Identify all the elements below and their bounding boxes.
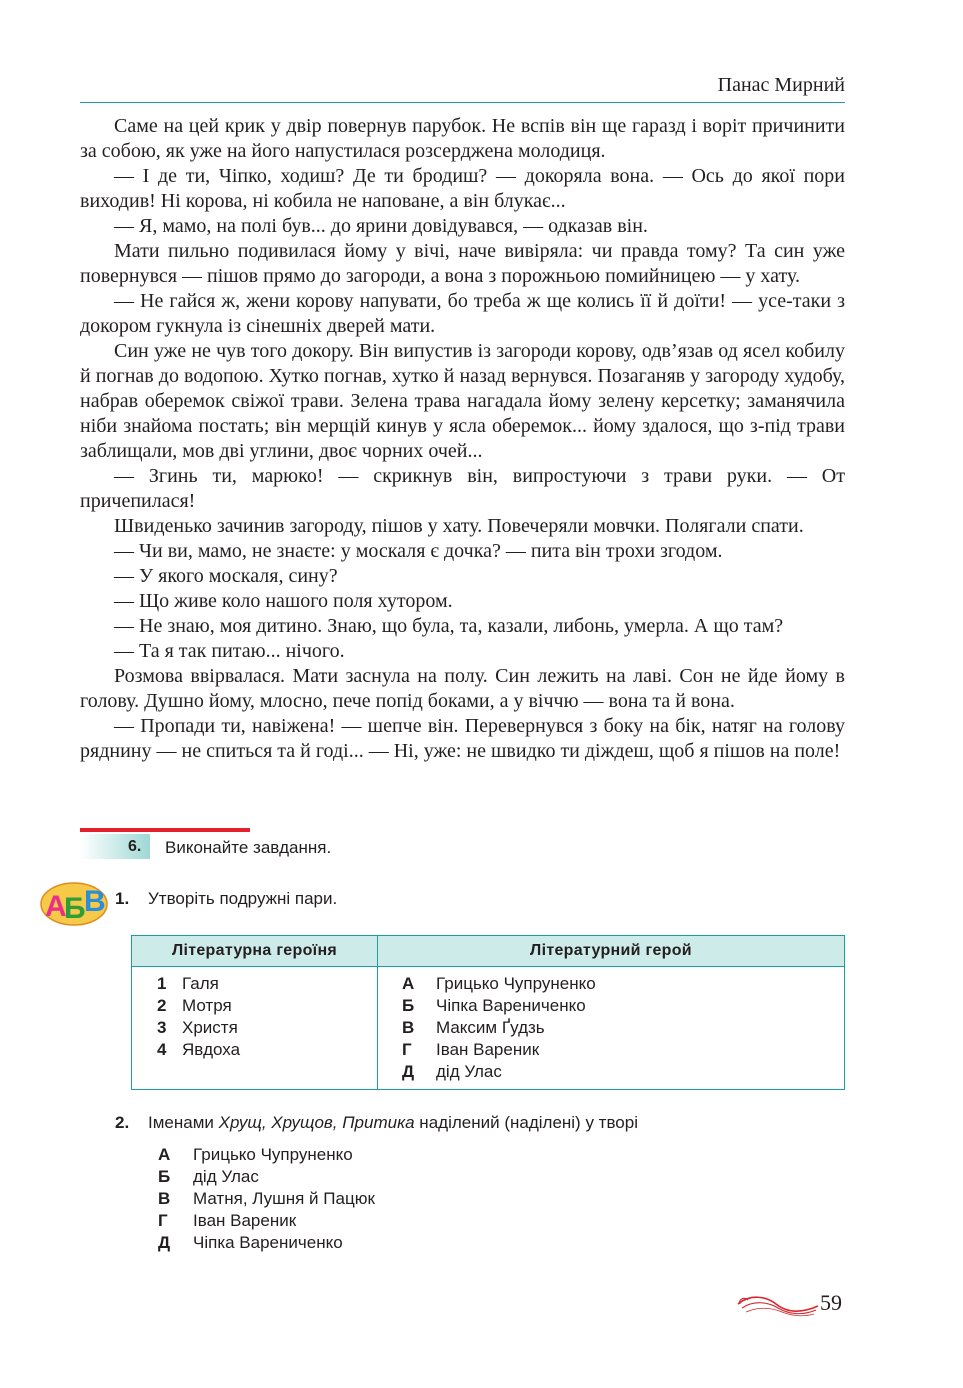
question-prefix: Іменами bbox=[148, 1113, 219, 1132]
task-title: Виконайте завдання. bbox=[165, 838, 332, 857]
option-value: Іван Вареник bbox=[193, 1211, 297, 1230]
story-paragraph: — У якого москаля, сину? bbox=[114, 565, 338, 587]
item-value: Грицько Чупруненко bbox=[436, 974, 596, 993]
story-paragraph: — Та я так питаю... нічого. bbox=[114, 640, 345, 662]
story-paragraph: — Я, мамо, на полі був... до ярини довідувався, — одказав він. bbox=[114, 215, 648, 237]
story-paragraph: — Не гайся ж, жени корову напувати, бо треба ж ще колись її й доїти! — усе-таки з докором гукнула із сінешніх дверей мати. bbox=[80, 290, 845, 337]
column-header-heroine: Літературна героїня bbox=[132, 936, 378, 967]
question-names: Хрущ, Хрущов, Притика bbox=[218, 1113, 415, 1132]
item-key: 4 bbox=[157, 1040, 167, 1059]
letter-a: А bbox=[45, 890, 67, 923]
page-number: 59 bbox=[820, 1290, 842, 1315]
list-item bbox=[132, 1017, 377, 1039]
answer-options bbox=[158, 1144, 458, 1254]
item-value: Галя bbox=[182, 974, 219, 993]
story-paragraph: — І де ти, Чіпко, ходиш? Де ти бродиш? — докоряла вона. — Ось до якої пори виходив! Ні корова, ні кобила не наповане, а він блукає... bbox=[80, 165, 845, 212]
matching-table bbox=[131, 935, 845, 1090]
story-paragraph: — Чи ви, мамо, не знаєте: у москаля є дочка? — пита він трохи згодом. bbox=[114, 540, 723, 562]
option-key: Г bbox=[158, 1211, 168, 1230]
item-value: Мотря bbox=[182, 996, 232, 1015]
item-value: Чіпка Варениченко bbox=[436, 996, 586, 1015]
list-item bbox=[378, 1017, 844, 1039]
option-value: Грицько Чупруненко bbox=[193, 1145, 353, 1164]
list-item bbox=[378, 973, 844, 995]
question-number: 1. bbox=[115, 889, 130, 908]
section-divider bbox=[80, 828, 250, 832]
item-key: А bbox=[402, 974, 415, 993]
story-excerpt bbox=[80, 114, 845, 764]
option-key: В bbox=[158, 1189, 171, 1208]
item-value: Іван Вареник bbox=[436, 1040, 540, 1059]
page-number-ornament bbox=[736, 1290, 820, 1322]
hero-cell bbox=[378, 967, 845, 1090]
list-item bbox=[132, 1039, 377, 1061]
option-key: Д bbox=[158, 1233, 171, 1252]
question-suffix: наділений (наділені) у творі bbox=[414, 1113, 638, 1132]
letter-v: В bbox=[84, 885, 106, 918]
story-paragraph: — Згинь ти, марюко! — скрикнув він, випростуючи з трави руки. — От причепилася! bbox=[80, 465, 845, 512]
column-header-hero: Літературний герой bbox=[378, 936, 845, 967]
list-item bbox=[132, 995, 377, 1017]
option-value: дід Улас bbox=[193, 1167, 259, 1186]
item-key: В bbox=[402, 1018, 415, 1037]
option-value: Матня, Лушня й Пацюк bbox=[193, 1189, 375, 1208]
list-item bbox=[132, 973, 377, 995]
story-paragraph: Швиденько зачинив загороду, пішов у хату. Повечеряли мовчки. Полягали спати. bbox=[114, 515, 804, 537]
option-key: А bbox=[158, 1145, 171, 1164]
option-value: Чіпка Варениченко bbox=[193, 1233, 343, 1252]
item-value: Христя bbox=[182, 1018, 238, 1037]
task-number: 6. bbox=[128, 838, 142, 855]
answer-option bbox=[158, 1166, 458, 1188]
story-paragraph: — Що живе коло нашого поля хутором. bbox=[114, 590, 453, 612]
option-key: Б bbox=[158, 1167, 171, 1186]
item-value: Явдоха bbox=[182, 1040, 241, 1059]
item-key: Г bbox=[402, 1040, 412, 1059]
answer-option bbox=[158, 1232, 458, 1254]
author-name: Панас Мирний bbox=[717, 74, 845, 96]
item-key: 1 bbox=[157, 974, 167, 993]
list-item bbox=[378, 1061, 844, 1083]
item-value: Максим Ґудзь bbox=[436, 1018, 545, 1037]
letter-b: Б bbox=[64, 892, 86, 925]
list-item bbox=[378, 995, 844, 1017]
answer-option bbox=[158, 1144, 458, 1166]
item-key: 3 bbox=[157, 1018, 167, 1037]
story-paragraph: Мати пильно подивилася йому у вічі, наче вивіряла: чи правда тому? Та син уже повернувся — пішов прямо до загороди, а вона з порожньою помийницею — у хату. bbox=[80, 240, 845, 287]
item-key: 2 bbox=[157, 996, 167, 1015]
question-number: 2. bbox=[115, 1113, 130, 1132]
answer-option bbox=[158, 1210, 458, 1232]
answer-option bbox=[158, 1188, 458, 1210]
item-key: Д bbox=[402, 1062, 415, 1081]
abv-test-icon bbox=[40, 878, 108, 926]
list-item bbox=[378, 1039, 844, 1061]
question-text: Утворіть подружні пари. bbox=[148, 889, 338, 908]
story-paragraph: Розмова ввірвалася. Мати заснула на полу. Син лежить на лаві. Сон не йде йому в голову. Душно йому, млосно, пече попід боками, а у віччю — вона та й вона. bbox=[80, 665, 845, 712]
running-head bbox=[80, 72, 845, 103]
question-text bbox=[148, 1113, 638, 1133]
story-paragraph: Саме на цей крик у двір повернув парубок. Не вспів він ще гаразд і воріт причинити за собою, як уже на його напустилася розсерджена молодиця. bbox=[80, 115, 845, 162]
item-key: Б bbox=[402, 996, 415, 1015]
heroine-cell bbox=[132, 967, 378, 1090]
story-paragraph: Син уже не чув того докору. Він випустив із загороди корову, одв’язав од ясел кобилу й погнав до водопою. Хутко погнав, хутко й назад вернувся. Позаганяв у загороду худобу, набрав оберемок свіжої трави. Зелена трава нагадала йому зелену керсетку; заманячила ніби знайома постать; він мерщій кинув у ясла оберемок... йому здалося, що з-під трави заблищали, мов дві углини, двоє чорних очей... bbox=[80, 340, 845, 462]
story-paragraph: — Не знаю, моя дитино. Знаю, що була, та, казали, либонь, умерла. А що там? bbox=[114, 615, 784, 637]
item-value: дід Улас bbox=[436, 1062, 502, 1081]
story-paragraph: — Пропади ти, навіжена! — шепче він. Перевернувся з боку на бік, натяг на голову ряднину — не спиться та й годі... — Ні, уже: не швидко ти діждеш, щоб я пішов на поле! bbox=[80, 715, 845, 762]
